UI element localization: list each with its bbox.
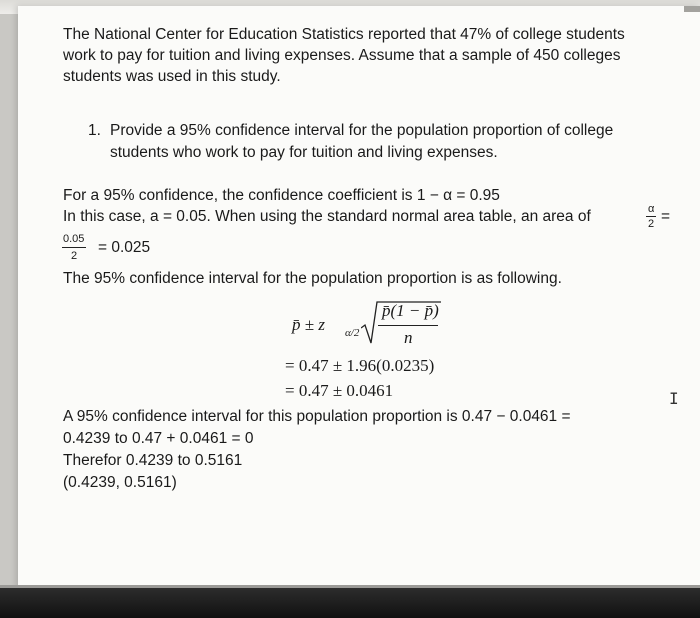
- radicand-denominator: n: [404, 328, 413, 347]
- solution-line-4: The 95% confidence interval for the population proportion is as following.: [63, 270, 562, 287]
- formula-lead: p̄ ± z: [292, 315, 325, 334]
- conclusion-line-1: A 95% confidence interval for this population proportion is 0.47 − 0.0461 =: [63, 408, 571, 425]
- formula-step-1: = 0.47 ± 1.96(0.0235): [285, 356, 435, 375]
- fraction-result: = 0.025: [98, 239, 151, 256]
- alpha-fraction-bar: [646, 216, 656, 217]
- intro-line-2: work to pay for tuition and living expenses. Assume that a sample of 450 colleges: [63, 47, 621, 64]
- solution-line-1: For a 95% confidence, the confidence coefficient is 1 − α = 0.95: [63, 187, 500, 204]
- document-page: [18, 6, 700, 588]
- radicand-bar: [378, 325, 438, 326]
- fraction-denominator: 2: [71, 250, 78, 262]
- page-corner: [684, 6, 700, 12]
- alpha-denominator: 2: [648, 218, 655, 230]
- text-cursor-icon: I: [669, 389, 679, 408]
- conclusion-line-2: 0.4239 to 0.47 + 0.0461 = 0: [63, 430, 254, 447]
- formula-subscript: α/2: [345, 327, 360, 339]
- intro-line-3: students was used in this study.: [63, 68, 281, 85]
- formula-step-2: = 0.47 ± 0.0461: [285, 381, 394, 400]
- conclusion-line-3: Therefor 0.4239 to 0.5161: [63, 452, 243, 469]
- radicand-numerator: p̄(1 − p̄): [382, 301, 439, 320]
- alpha-equals: =: [661, 208, 671, 225]
- solution-line-2: In this case, a = 0.05. When using the standard normal area table, an area of: [63, 208, 591, 225]
- question-number: 1.: [88, 122, 101, 139]
- conclusion-line-4: (0.4239, 0.5161): [63, 474, 177, 491]
- fraction-bar: [62, 247, 86, 248]
- screen-bezel: [0, 588, 700, 618]
- question-line-1: Provide a 95% confidence interval for the population proportion of college: [110, 122, 614, 139]
- intro-line-1: The National Center for Education Statistics reported that 47% of college students: [63, 26, 625, 43]
- alpha-numerator: α: [648, 203, 655, 215]
- fraction-numerator: 0.05: [63, 233, 85, 245]
- question-line-2: students who work to pay for tuition and living expenses.: [110, 144, 498, 161]
